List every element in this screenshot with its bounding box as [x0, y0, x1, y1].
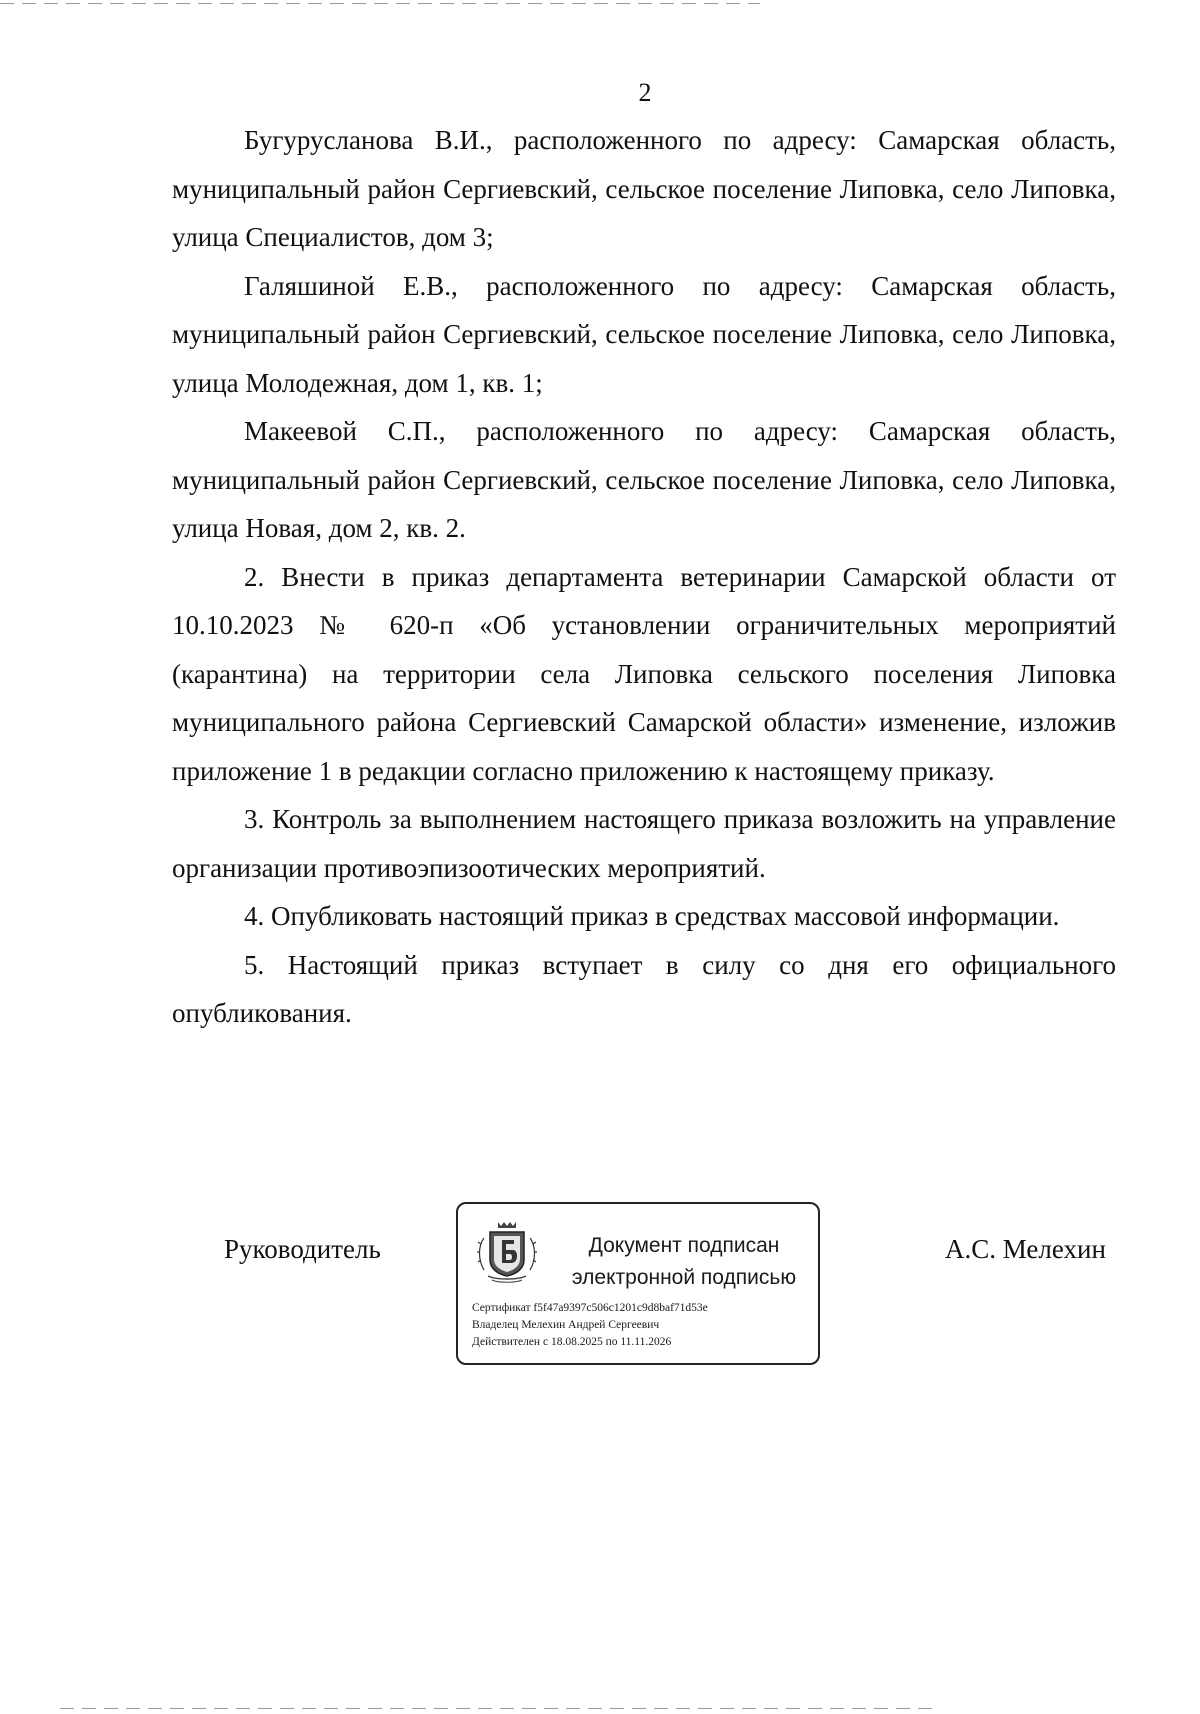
scan-bottom-edge	[60, 1708, 940, 1709]
paragraph-bugurruslanova: Бугурусланова В.И., расположенного по адресу: Самарская область, муниципальный район Сергиевский, сельское поселение Липовка, село Липовка, улица Специалистов, дом 3;	[172, 125, 1116, 252]
document-body	[172, 116, 1116, 1038]
samara-region-coat-of-arms-icon	[476, 1216, 538, 1286]
paragraph-item-2: 2. Внести в приказ департамента ветеринарии Самарской области от 10.10.2023 № 620-п «Об установлении ограничительных мероприятий (карантина) на территории села Липовка сельского поселения Липовка муниципального района Сергиевский Самарской области» изменение, изложив приложение 1 в редакции согласно приложению к настоящему приказу.	[172, 561, 1116, 786]
paragraph-item-4: 4. Опубликовать настоящий приказ в средствах массовой информации.	[244, 901, 1060, 931]
electronic-signature-stamp	[456, 1202, 820, 1365]
paragraph-galyashina: Галяшиной Е.В., расположенного по адресу: Самарская область, муниципальный район Сергиевский, сельское поселение Липовка, село Липовка, улица Молодежная, дом 1, кв. 1;	[172, 270, 1116, 398]
signature-block	[0, 1200, 1200, 1370]
stamp-title-line-1: Документ подписан	[588, 1234, 780, 1257]
stamp-certificate: Сертификат f5f47a9397c506c1201c9d8baf71d53e	[472, 1302, 708, 1314]
paragraph-makeeva: Макеевой С.П., расположенного по адресу: Самарская область, муниципальный район Сергиевский, сельское поселение Липовка, село Липовка, улица Новая, дом 2, кв. 2.	[172, 416, 1116, 543]
paragraph-item-3: 3. Контроль за выполнением настоящего приказа возложить на управление организации противоэпизоотических мероприятий.	[172, 804, 1116, 883]
signer-name: А.С. Мелехин	[945, 1234, 1106, 1264]
paragraph-item-5: 5. Настоящий приказ вступает в силу со дня его официального опубликования.	[172, 949, 1116, 1028]
stamp-details	[472, 1300, 812, 1351]
stamp-title	[553, 1230, 815, 1294]
stamp-title-line-2: электронной подписью	[571, 1266, 797, 1289]
stamp-validity: Действителен с 18.08.2025 по 11.11.2026	[472, 1336, 672, 1348]
stamp-owner: Владелец Мелехин Андрей Сергеевич	[472, 1319, 660, 1331]
page-number: 2	[638, 78, 652, 107]
scan-top-edge	[0, 3, 760, 4]
signer-position: Руководитель	[224, 1234, 381, 1264]
